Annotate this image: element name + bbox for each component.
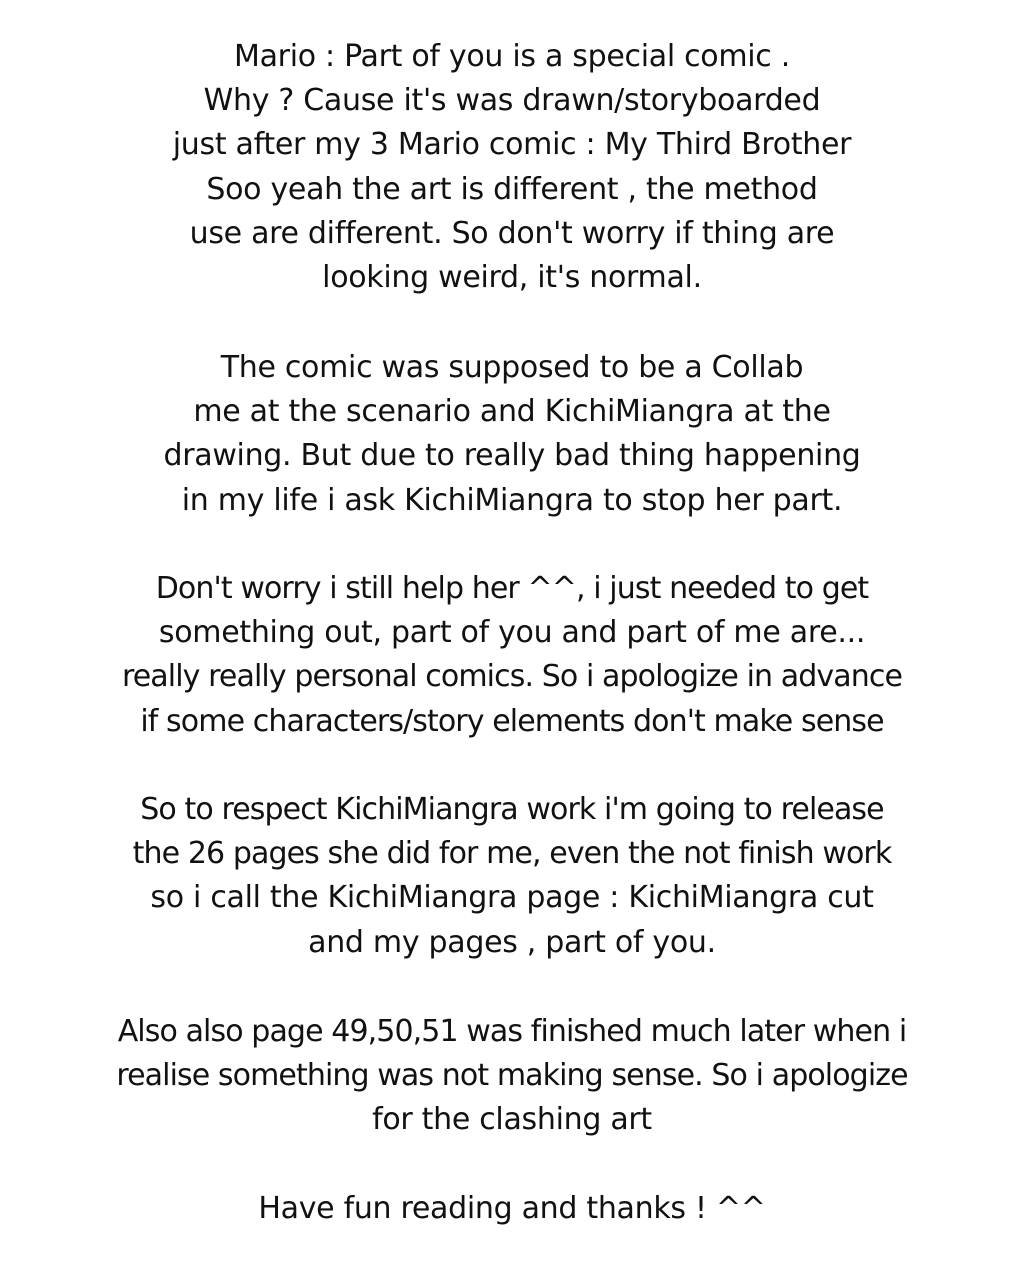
text-line: just after my 3 Mario comic : My Third Brother [172, 127, 852, 163]
paragraph-closing [30, 1187, 994, 1231]
paragraph-apology [30, 567, 994, 744]
text-line: realise something was not making sense. So i apologize [116, 1058, 908, 1094]
text-line: and my pages , part of you. [308, 924, 716, 960]
paragraph-release [30, 788, 994, 965]
paragraph-clashing-art [30, 1010, 994, 1143]
text-line: Don't worry i still help her ^^, i just needed to get [155, 571, 869, 606]
text-line: Mario : Part of you is a special comic . [234, 39, 790, 74]
text-line: so i call the KichiMiangra page : KichiMiangra cut [150, 880, 874, 916]
text-line: So to respect KichiMiangra work i'm going to release [140, 792, 884, 827]
text-line: if some characters/story elements don't make sense [140, 703, 884, 739]
paragraph-collab [30, 346, 994, 523]
text-line: the 26 pages she did for me, even the not finish work [132, 836, 892, 872]
text-line: Also also page 49,50,51 was finished much later when i [117, 1014, 907, 1049]
text-line: in my life i ask KichiMiangra to stop her part. [181, 482, 843, 518]
text-line: use are different. So don't worry if thing are [189, 215, 835, 251]
paragraph-intro [30, 35, 994, 300]
text-line: for the clashing art [372, 1102, 652, 1138]
text-line: Why ? Cause it's was drawn/storyboarded [203, 83, 821, 119]
text-line: Have fun reading and thanks ! ^^ [258, 1191, 766, 1226]
text-line: really really personal comics. So i apologize in advance [121, 659, 903, 695]
text-line: Soo yeah the art is different , the method [206, 171, 818, 207]
text-line: something out, part of you and part of me are... [158, 615, 866, 651]
text-line: looking weird, it's normal. [322, 259, 702, 295]
text-line: me at the scenario and KichiMiangra at the [193, 394, 831, 430]
text-line: The comic was supposed to be a Collab [220, 350, 804, 385]
text-line: drawing. But due to really bad thing happening [163, 438, 861, 474]
